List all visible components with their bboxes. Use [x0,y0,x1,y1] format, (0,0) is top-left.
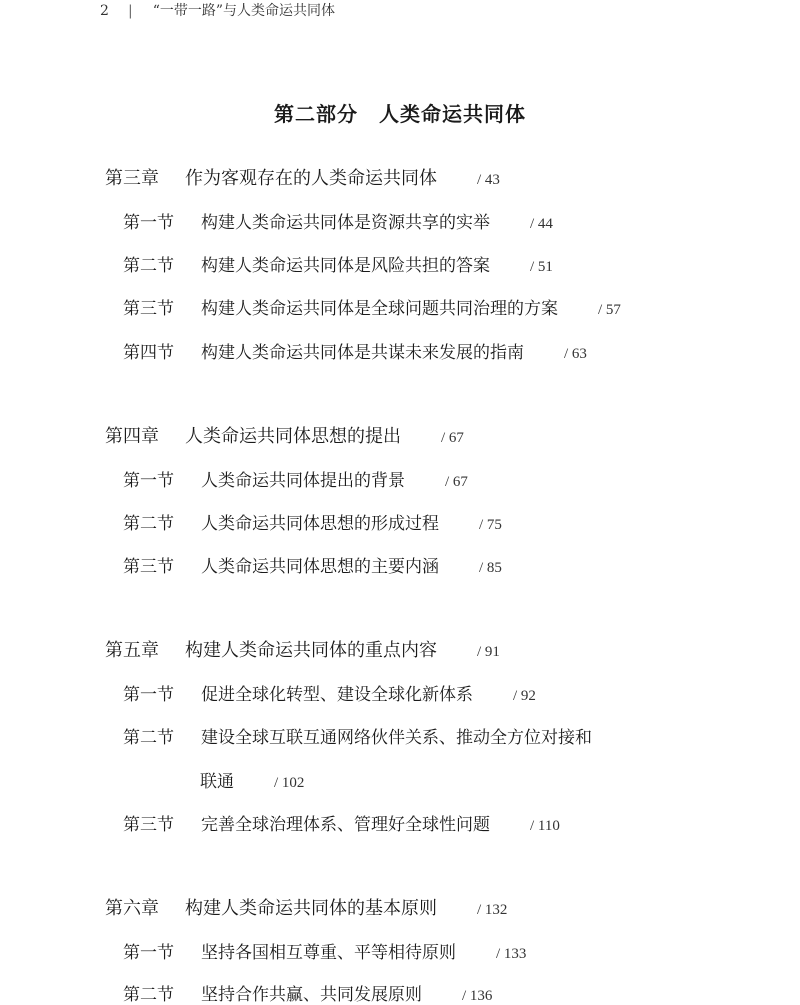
section-title: 构建人类命运共同体是风险共担的答案 [201,256,490,276]
chapter-title: 人类命运共同体思想的提出 [185,426,401,447]
page-ref: / 44 [530,216,553,232]
chapter-title: 构建人类命运共同体的基本原则 [185,898,437,919]
toc-section [123,294,621,319]
page-ref: / 75 [479,517,502,533]
section-label: 第一节 [123,685,174,705]
header-separator: | [128,3,133,19]
chapter-label: 第四章 [105,426,159,447]
toc-section [123,552,502,577]
section-label: 第二节 [123,985,174,1005]
section-title: 构建人类命运共同体是全球问题共同治理的方案 [201,299,558,319]
section-title: 坚持各国相互尊重、平等相待原则 [201,943,456,963]
section-label: 第二节 [123,256,174,276]
toc-section [123,251,553,276]
page-ref: / 85 [479,560,502,576]
page-ref: / 67 [445,474,468,490]
page-ref: / 102 [274,775,305,791]
page-ref: / 110 [530,818,560,834]
toc-section [123,723,592,748]
chapter-label: 第六章 [105,898,159,919]
toc-section [123,338,587,363]
section-title: 构建人类命运共同体是资源共享的实举 [201,213,490,233]
section-title: 人类命运共同体提出的背景 [201,471,405,491]
section-title: 人类命运共同体思想的形成过程 [201,514,439,534]
section-label: 第三节 [123,557,174,577]
section-label: 第一节 [123,213,174,233]
running-header [100,0,335,20]
toc-chapter [105,894,507,920]
toc-section [123,980,492,1005]
page-ref: / 43 [477,172,500,188]
chapter-title: 作为客观存在的人类命运共同体 [185,168,437,189]
section-label: 第四节 [123,343,174,363]
section-label: 第三节 [123,299,174,319]
toc-section [123,509,502,534]
chapter-label: 第五章 [105,640,159,661]
toc-chapter [105,636,500,662]
section-label: 第二节 [123,514,174,534]
book-title: “一带一路”与人类命运共同体 [152,3,336,19]
section-label: 第三节 [123,815,174,835]
part-title: 第二部分 人类命运共同体 [274,102,526,126]
section-title: 建设全球互联互通网络伙伴关系、推动全方位对接和 [201,728,592,748]
section-title: 坚持合作共赢、共同发展原则 [201,985,422,1005]
page-ref: / 92 [513,688,536,704]
page-ref: / 133 [496,946,527,962]
section-label: 第二节 [123,728,174,748]
section-title: 构建人类命运共同体是共谋未来发展的指南 [201,343,524,363]
toc-section [123,680,536,705]
page-ref: / 91 [477,644,500,660]
toc-section [123,810,560,835]
toc-section [123,466,468,491]
section-title-continued: 联通 [200,772,234,792]
toc-section [123,938,526,963]
page-ref: / 132 [477,902,508,918]
toc-chapter [105,422,464,448]
page-ref: / 67 [441,430,464,446]
page-ref: / 136 [462,988,493,1004]
page-ref: / 51 [530,259,553,275]
toc-section [123,208,553,233]
section-title: 完善全球治理体系、管理好全球性问题 [201,815,490,835]
section-title: 促进全球化转型、建设全球化新体系 [201,685,473,705]
page-ref: / 57 [598,302,621,318]
chapter-title: 构建人类命运共同体的重点内容 [185,640,437,661]
chapter-label: 第三章 [105,168,159,189]
page-number: 2 [100,3,109,19]
section-label: 第一节 [123,943,174,963]
section-title: 人类命运共同体思想的主要内涵 [201,557,439,577]
toc-chapter [105,164,500,190]
toc-section-continuation [200,767,304,792]
section-label: 第一节 [123,471,174,491]
page-ref: / 63 [564,346,587,362]
